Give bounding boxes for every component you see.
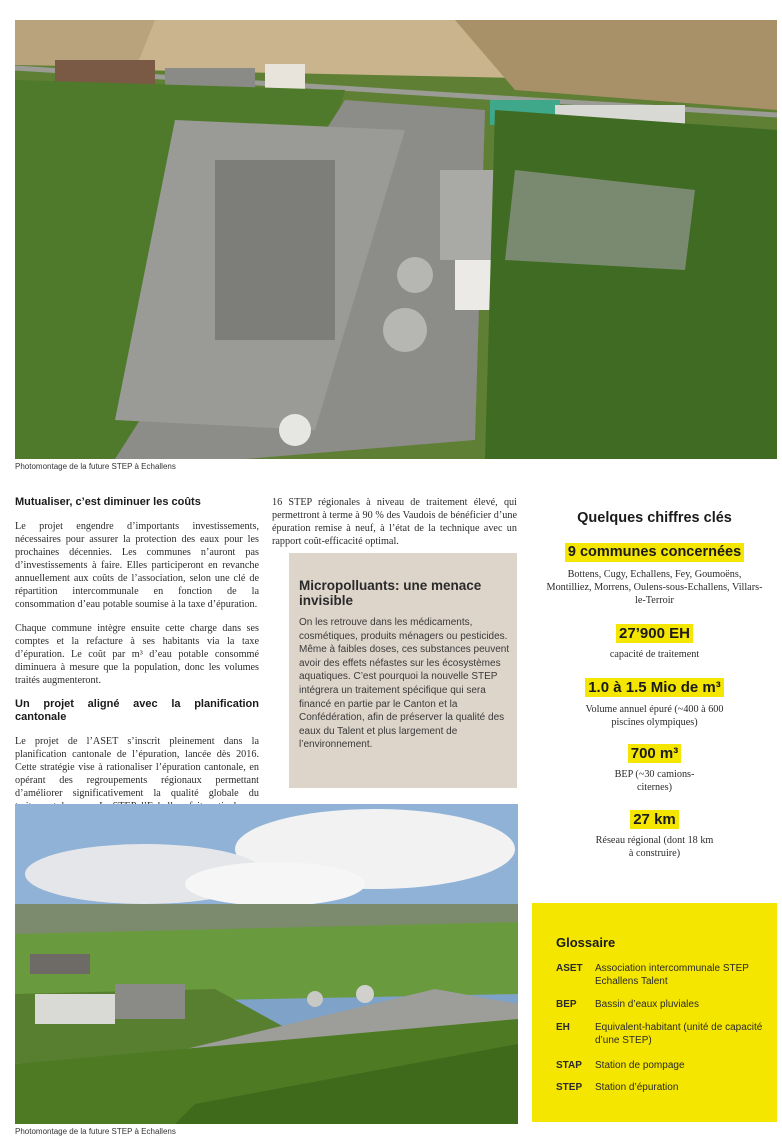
glossary-def: Bassin d’eaux pluviales [595,999,699,1010]
photo-caption-top: Photomontage de la future STEP à Echallens [15,462,176,471]
glossary-def: Association intercommunale STEP Echallens Talent [595,963,749,987]
figure-value-eh: 27’900 EH [616,624,693,643]
article-column-left [15,496,259,824]
key-figures [532,500,777,860]
figure-desc-volume: Volume annuel épuré (~400 à 600 piscines olympiques) [585,704,724,728]
glossary-abbr: STEP [556,1082,583,1093]
heading-mutualiser: Mutualiser, c’est diminuer les coûts [15,496,201,508]
micropolluants-body: On les retrouve dans les médicaments, cosmétiques, produits ménagers ou pesticides. Même à faibles doses, ces substances peuvent avoir des effets néfastes sur les écosystèmes aquatiques. C’est pourquoi la nouvelle STEP intégrera un traitement spécifique qui sera financé en partie par le Canton et la Confédération, afin de préserver la qualité des eaux du Talent et plus largement de l’environnement. [299,617,510,751]
figure-value-reseau: 27 km [630,810,679,829]
glossary-def: Equivalent-habitant (unité de capacité d’une STEP) [595,1022,763,1046]
glossary-def: Station de pompage [595,1060,685,1071]
glossary-def: Station d’épuration [595,1082,679,1093]
figure-value-volume: 1.0 à 1.5 Mio de m³ [585,678,724,697]
photo-caption-bottom: Photomontage de la future STEP à Echallens [15,1127,176,1136]
key-figures-title: Quelques chiffres clés [577,510,732,526]
figure-desc-eh: capacité de traitement [609,649,700,660]
paragraph-3: Le projet de l’ASET s’inscrit pleinement dans la planification cantonale de l’épuration, lancée dès 2016. Cette stratégie vise à rationaliser l’épuration cantonale, en opérant des regroupements régionaux permettant d’améliorer significativement la qualité globale du [15,736,259,799]
micropolluants-box [289,553,517,788]
figure-desc-bep: BEP (~30 camions-citernes) [614,769,695,793]
figure-desc-communes: Bottens, Cugy, Echallens, Fey, Goumoëns, Montilliez, Morrens, Oulens-sous-Echallens, Villars-le-Terroir [546,569,763,606]
glossary-abbr: STAP [556,1060,582,1071]
glossary-title: Glossaire [556,935,616,950]
paragraph-4: 16 STEP régionales à niveau de traitement élevé, qui permettront à terme à 90 % des Vaudois de bénéficier d’une épuration remise à neuf, à l’état de la technique avec un rapport coût-efficacité optimal. [272,497,517,547]
glossary-abbr: ASET [556,963,583,974]
figure-value-communes: 9 communes concernées [565,543,744,562]
aerial-photo-top [15,20,777,459]
paragraph-1: Le projet engendre d’importants investissements, nécessaires pour assurer la protection des eaux pour les prochaines décennies. Les communes n’auront pas d’investissements à faire. Elles participeront en revanche annuellement aux coûts de l’association, selon une clé de répartition intercommunale en fonction de la consommation d’eau potable soumise à la taxe d’épuration. [15,521,259,610]
paragraph-2: Chaque commune intègre ensuite cette charge dans ses comptes et la refacture à ses habitants via la taxe d’épuration. Le coût par m³ d’eau potable consommé diminuera à mesure que la population, donc les volumes traités augmenteront. [15,623,259,686]
article-column-middle [272,496,517,559]
figure-value-bep: 700 m³ [628,744,682,763]
aerial-photo-bottom [15,804,518,1124]
landscape-illustration [15,804,518,1124]
micropolluants-title: Micropolluants: une menace invisible [299,578,482,608]
glossary-box [532,903,777,1122]
glossary-abbr: BEP [556,999,577,1010]
heading-planification: Un projet aligné avec la planification cantonale [15,698,259,723]
aerial-illustration [15,20,777,459]
figure-desc-reseau: Réseau régional (dont 18 km à construire) [595,835,714,859]
glossary-abbr: EH [556,1022,570,1033]
